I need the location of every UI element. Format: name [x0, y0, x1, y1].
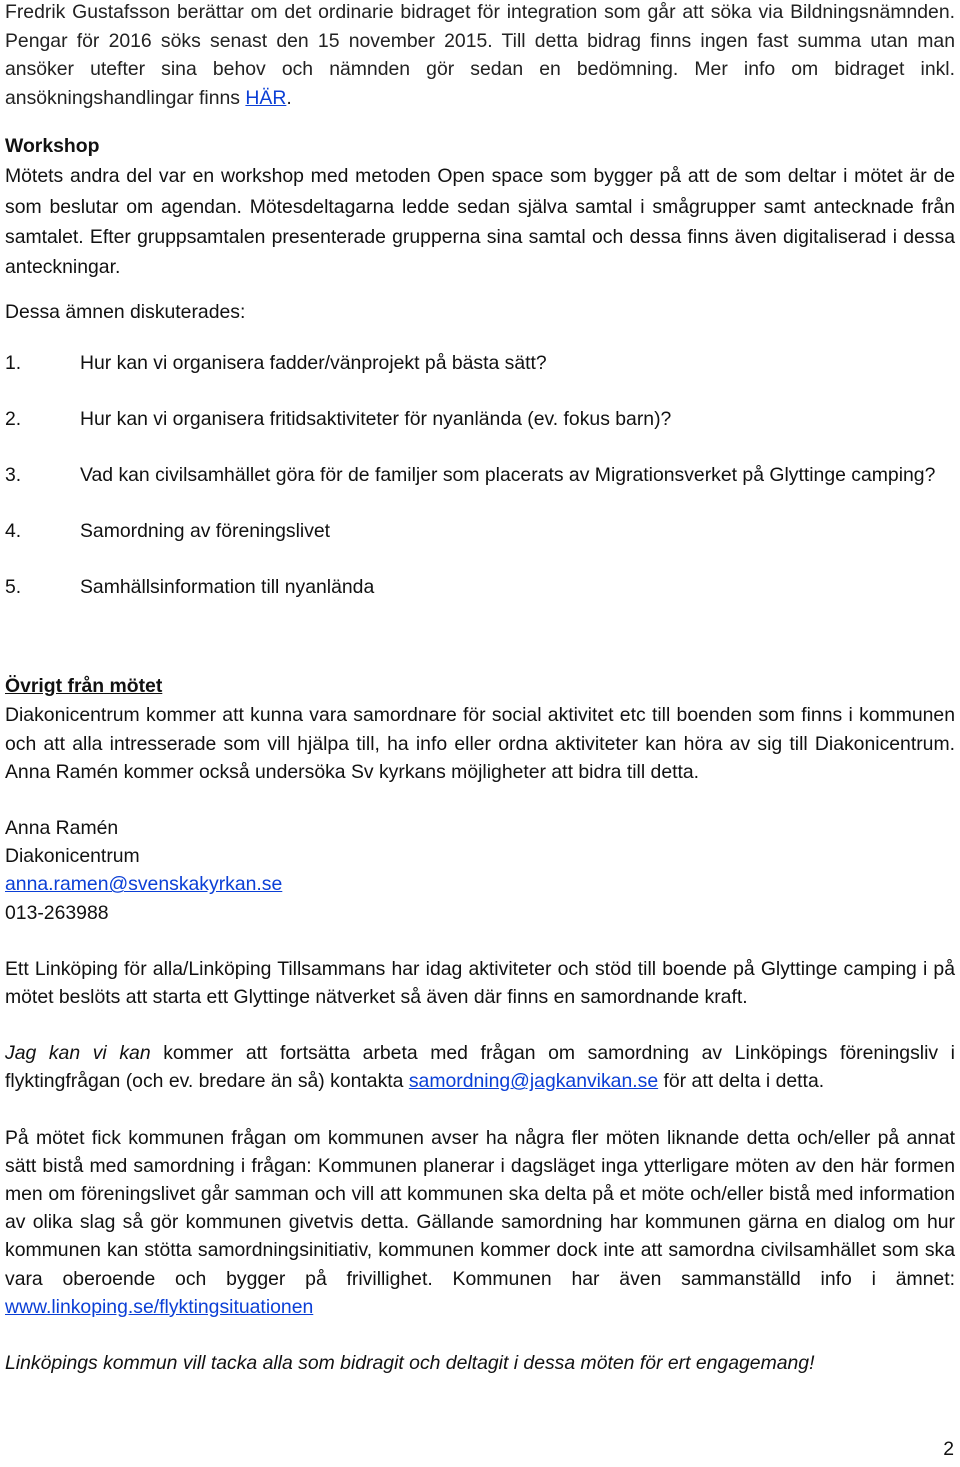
samordning-email-link[interactable]: samordning@jagkanvikan.se: [408, 1070, 659, 1093]
workshop-heading: Workshop: [5, 135, 100, 158]
list-item-text: Samhällsinformation till nyanlända: [80, 576, 375, 599]
list-item-number: 5.: [5, 576, 22, 599]
contact-block: [5, 814, 955, 927]
workshop-paragraph: Mötets andra del var en workshop med metoden Open space som bygger på att de som deltar i mötet är de som beslutar om agendan. Mötesdeltagarna ledde sedan själva samtal i smågrupper samt antecknade från samtalet. Efter gruppsamtalen presenterade grupperna sina samtal och dessa finns även digitaliserad i dessa anteckningar.: [5, 165, 955, 278]
linkoping-tillsammans-paragraph: Ett Linköping för alla/Linköping Tillsammans har idag aktiviteter och stöd till boende på Glyttinge camping i på mötet beslöts att starta ett Glyttinge nätverket så även där finns en samordnande kraft.: [5, 957, 955, 1009]
kommunen-text: På mötet fick kommunen frågan om kommunen avser ha några fler möten liknande detta och/eller på annat sätt bistå med samordning i frågan: Kommunen planerar i dagsläget inga ytterligare möten av den här formen men om föreningslivet går samman och vill att kommunen ska delta på et möte och/eller bistå med information av olika slag så gör kommunen givetvis detta. Gällande samordning har kommunen gärna en dialog om hur kommunen kan stötta samordningsinitiativ, kommunen kommer dock inte att samordna civilsamhället som ska vara oberoende och bygger på frivillighet. Kommunen har även sammanställd info i ämnet:: [5, 1126, 955, 1290]
document-page: [5, 0, 955, 1377]
flyktingsituationen-link[interactable]: www.linkoping.se/flyktingsituationen: [5, 1295, 314, 1318]
list-item-number: 1.: [5, 352, 22, 375]
closing-statement: Linköpings kommun vill tacka alla som bidragit och deltagit i dessa möten för ert engagemang!: [5, 1352, 815, 1375]
list-item: [5, 460, 955, 490]
intro-text: Fredrik Gustafsson berättar om det ordinarie bidraget för integration som går att söka via Bildningsnämnden. Pengar för 2016 söks senast den 15 november 2015. Till detta bidrag finns ingen fast summa utan man ansöker utefter sina behov och nämnden gör sedan en bedömning. Mer info om bidraget inkl. ansökningshandlingar finns: [5, 1, 955, 109]
list-item: [5, 572, 955, 602]
jag-kan-vi-kan-name: Jag kan vi kan: [5, 1042, 151, 1065]
list-item: [5, 404, 955, 434]
contact-phone: 013-263988: [5, 901, 109, 924]
intro-paragraph: [5, 0, 955, 112]
topics-list: [5, 348, 955, 602]
jag-kan-vi-kan-paragraph: [5, 1039, 955, 1095]
contact-organization: Diakonicentrum: [5, 845, 140, 868]
page-number: 2: [943, 1438, 954, 1460]
list-item-text: Hur kan vi organisera fritidsaktiviteter för nyanlända (ev. fokus barn)?: [80, 408, 672, 431]
ovrigt-paragraph: Diakonicentrum kommer att kunna vara samordnare för social aktivitet etc till boenden som finns i kommunen och att alla intresserade som vill hjälpa till, ha info eller ordna aktiviteter kan höra av sig till Diakonicentrum. Anna Ramén kommer också undersöka Sv kyrkans möjligheter att bidra till detta.: [5, 704, 955, 783]
list-item-text: Vad kan civilsamhället göra för de familjer som placerats av Migrationsverket på Glyttinge camping?: [80, 464, 936, 487]
list-item-number: 3.: [5, 464, 22, 487]
har-link[interactable]: HÄR: [245, 86, 287, 109]
list-item-number: 2.: [5, 408, 22, 431]
list-item-number: 4.: [5, 520, 22, 543]
list-item-text: Samordning av föreningslivet: [80, 520, 331, 543]
contact-name: Anna Ramén: [5, 817, 119, 839]
jag-kan-vi-kan-text-end: för att delta i detta.: [658, 1070, 825, 1093]
list-item-text: Hur kan vi organisera fadder/vänprojekt på bästa sätt?: [80, 352, 547, 375]
topics-intro: Dessa ämnen diskuterades:: [5, 301, 246, 324]
kommunen-paragraph: [5, 1124, 955, 1321]
list-item: [5, 348, 955, 378]
ovrigt-heading: Övrigt från mötet: [5, 675, 163, 698]
intro-text-end: .: [286, 86, 292, 109]
contact-email-link[interactable]: anna.ramen@svenskakyrkan.se: [5, 873, 283, 896]
jag-kan-vi-kan-text: kommer att fortsätta arbeta med frågan om samordning av Linköpings föreningsliv i flyktingfrågan (och ev. bredare än så) kontakta: [5, 1042, 955, 1093]
list-item: [5, 516, 955, 546]
